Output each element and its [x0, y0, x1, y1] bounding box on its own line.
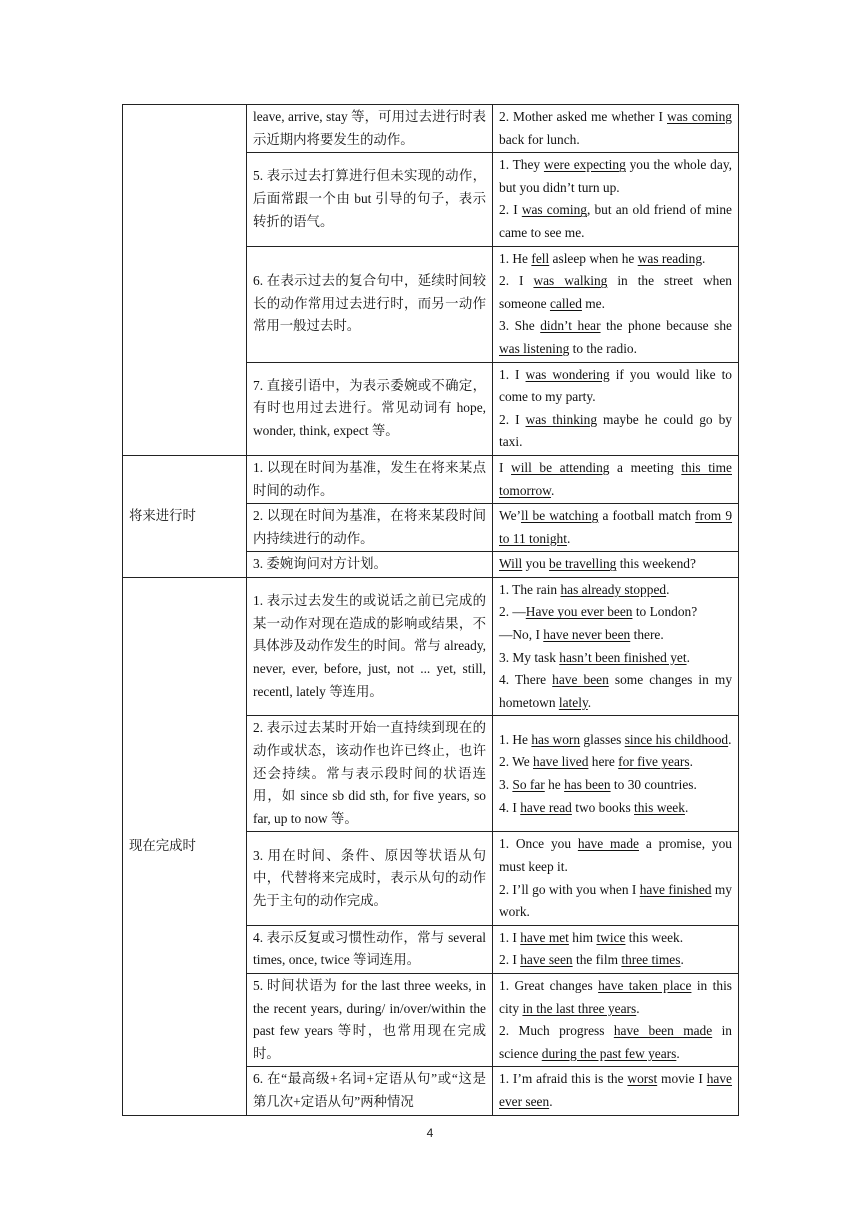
- underlined-phrase: have met: [520, 929, 569, 945]
- sentence-text: , but an old friend of mine came to see me.: [499, 202, 732, 240]
- example-sentence: [499, 505, 732, 550]
- example-sentence: [499, 270, 732, 315]
- example-sentence: [499, 879, 732, 924]
- example-cell: [493, 105, 739, 153]
- example-sentence: [499, 1068, 732, 1113]
- underlined-phrase: worst: [627, 1071, 658, 1087]
- grammar-table: [122, 104, 739, 1116]
- sentence-text: 1. They: [499, 157, 544, 173]
- example-cell: [493, 925, 739, 973]
- underlined-phrase: have never been: [543, 627, 631, 643]
- example-cell: [493, 246, 739, 362]
- sentence-text: 4. There: [499, 672, 553, 688]
- sentence-text: 2. We: [499, 754, 534, 770]
- sentence-text: to 30 countries.: [610, 776, 697, 792]
- sentence-text: 1. He: [499, 250, 532, 266]
- sentence-text: .: [686, 649, 690, 665]
- underlined-phrase: called: [549, 295, 582, 311]
- sentence-text: two books: [571, 799, 634, 815]
- sentence-text: 2. I: [499, 202, 522, 218]
- underlined-phrase: since his childhood: [624, 731, 729, 747]
- example-sentence: [499, 797, 732, 820]
- tense-cell: [123, 105, 247, 456]
- sentence-text: .: [680, 952, 684, 968]
- example-sentence: [499, 553, 732, 576]
- sentence-text: I: [499, 459, 512, 475]
- example-sentence: [499, 579, 732, 602]
- underlined-phrase: will be attending: [511, 459, 610, 475]
- sentence-text: here: [588, 754, 619, 770]
- example-sentence: [499, 199, 732, 244]
- page-number: 4: [426, 1126, 434, 1140]
- sentence-text: movie I: [657, 1071, 707, 1087]
- underlined-phrase: this week: [634, 799, 685, 815]
- grammar-table-body: [123, 105, 739, 1116]
- underlined-phrase: fell: [531, 250, 550, 266]
- example-cell: [493, 973, 739, 1066]
- example-sentence: [499, 409, 732, 454]
- underlined-phrase: ll be watching: [520, 508, 599, 524]
- sentence-text: 1. He: [499, 731, 532, 747]
- usage-cell: 3. 委婉询问对方计划。: [247, 552, 493, 578]
- sentence-text: you the whole day, but you didn’t turn up.: [499, 157, 732, 195]
- sentence-text: he: [544, 776, 565, 792]
- example-sentence: [499, 364, 732, 409]
- tense-cell: 将来进行时: [123, 455, 247, 577]
- underlined-phrase: has been: [564, 776, 611, 792]
- underlined-phrase: have made: [577, 836, 639, 852]
- underlined-phrase: was listening: [499, 340, 570, 356]
- sentence-text: 2. Much progress: [499, 1023, 614, 1039]
- underlined-phrase: have read: [520, 799, 572, 815]
- example-sentence: [499, 949, 732, 972]
- usage-cell: 1. 表示过去发生的或说话之前已完成的某一动作对现在造成的影响或结果，不具体涉及动作发生的时间。常与 already, never, ever, before, just, not ... yet, still, recentl, lately 等连用。: [247, 577, 493, 716]
- sentence-text: my work.: [499, 881, 732, 920]
- sentence-text: in science: [499, 1023, 732, 1061]
- underlined-phrase: this time tomorrow: [499, 459, 732, 498]
- sentence-text: 2. I: [499, 952, 521, 968]
- sentence-text: this weekend?: [616, 556, 696, 572]
- sentence-text: me.: [581, 295, 605, 311]
- sentence-text: 2. Mother asked me whether I: [499, 109, 667, 124]
- sentence-text: asleep when he: [549, 250, 638, 266]
- underlined-phrase: was wondering: [525, 366, 610, 382]
- underlined-phrase: was walking: [533, 273, 608, 289]
- sentence-text: .: [702, 250, 706, 266]
- underlined-phrase: have seen: [520, 952, 573, 968]
- example-cell: [493, 577, 739, 716]
- example-sentence: [499, 669, 732, 714]
- sentence-text: 2. I’ll go with you when I: [499, 881, 640, 897]
- sentence-text: back for lunch.: [499, 131, 580, 147]
- sentence-text: 1. Great changes: [499, 977, 599, 993]
- underlined-phrase: has worn: [531, 731, 581, 747]
- underlined-phrase: have taken place: [598, 977, 692, 993]
- sentence-text: in this city: [499, 977, 732, 1016]
- sentence-text: some changes in my hometown: [499, 672, 733, 710]
- usage-cell: 1. 以现在时间为基准，发生在将来某点时间的动作。: [247, 455, 493, 503]
- usage-cell: 6. 在“最高级+名词+定语从句”或“这是第几次+定语从句”两种情况: [247, 1067, 493, 1115]
- underlined-phrase: was coming: [667, 109, 733, 124]
- example-cell: [493, 455, 739, 503]
- sentence-text: him: [568, 929, 597, 945]
- sentence-text: this week.: [625, 929, 684, 945]
- example-sentence: [499, 601, 732, 624]
- sentence-text: We’: [499, 508, 521, 524]
- example-sentence: [499, 833, 732, 878]
- sentence-text: .: [566, 530, 571, 546]
- underlined-phrase: have been: [552, 672, 609, 688]
- usage-cell: leave, arrive, stay 等，可用过去进行时表示近期内将要发生的动作。: [247, 105, 493, 153]
- sentence-text: —No, I: [499, 627, 544, 643]
- example-sentence: [499, 315, 732, 360]
- underlined-phrase: was coming: [521, 202, 587, 218]
- example-sentence: [499, 729, 732, 752]
- underlined-phrase: has already stopped: [560, 581, 667, 597]
- underlined-phrase: have finished: [639, 881, 712, 897]
- sentence-text: a meeting: [609, 459, 682, 475]
- underlined-phrase: didn’t hear: [540, 318, 601, 334]
- underlined-phrase: lately: [558, 694, 588, 710]
- underlined-phrase: was thinking: [525, 411, 598, 427]
- sentence-text: .: [728, 731, 732, 747]
- underlined-phrase: three times: [621, 952, 681, 968]
- example-cell: [493, 1067, 739, 1115]
- sentence-text: the film: [572, 952, 622, 968]
- sentence-text: .: [636, 1000, 640, 1016]
- sentence-text: in the street when someone: [499, 273, 732, 311]
- sentence-text: if you would like to come to my party.: [499, 366, 732, 405]
- underlined-phrase: have been made: [613, 1023, 713, 1039]
- sentence-text: to London?: [632, 604, 698, 620]
- sentence-text: a football match: [598, 508, 696, 524]
- sentence-text: 3.: [499, 776, 513, 792]
- sentence-text: .: [666, 581, 670, 597]
- example-sentence: [499, 927, 732, 950]
- sentence-text: 1. I: [499, 366, 526, 382]
- example-sentence: [499, 1020, 732, 1065]
- underlined-phrase: during the past few years: [541, 1045, 677, 1061]
- underlined-phrase: have ever seen: [499, 1071, 732, 1109]
- table-row: [123, 105, 739, 153]
- sentence-text: .: [676, 1045, 680, 1061]
- tense-cell: 现在完成时: [123, 577, 247, 1115]
- example-sentence: [499, 647, 732, 670]
- underlined-phrase: twice: [596, 929, 626, 945]
- underlined-phrase: So far: [512, 776, 545, 792]
- sentence-text: there.: [630, 627, 664, 643]
- example-cell: [493, 552, 739, 578]
- sentence-text: you: [522, 556, 550, 572]
- example-sentence: [499, 624, 732, 647]
- example-sentence: [499, 751, 732, 774]
- sentence-text: .: [550, 482, 555, 498]
- table-row: [123, 577, 739, 716]
- underlined-phrase: in the last three years: [522, 1000, 637, 1016]
- example-cell: [493, 153, 739, 246]
- usage-cell: 2. 以现在时间为基准，在将来某段时间内持续进行的动作。: [247, 504, 493, 552]
- usage-cell: 5. 表示过去打算进行但未实现的动作，后面常跟一个由 but 引导的句子，表示转折的语气。: [247, 153, 493, 246]
- sentence-text: glasses: [580, 731, 625, 747]
- example-cell: [493, 832, 739, 925]
- underlined-phrase: were expecting: [543, 157, 626, 173]
- example-cell: [493, 716, 739, 832]
- example-cell: [493, 504, 739, 552]
- example-sentence: [499, 154, 732, 199]
- usage-cell: 6. 在表示过去的复合句中，延续时间较长的动作常用过去进行时，而另一动作常用一般过去时。: [247, 246, 493, 362]
- sentence-text: a promise, you must keep it.: [499, 836, 732, 874]
- sentence-text: .: [689, 754, 693, 770]
- usage-cell: 2. 表示过去某时开始一直持续到现在的动作或状态，该动作也许已终止，也许还会持续。常与表示段时间的状语连用，如 since sb did sth, for five years, so far, up to now 等。: [247, 716, 493, 832]
- usage-cell: 3. 用在时间、条件、原因等状语从句中，代替将来完成时，表示从句的动作先于主句的动作完成。: [247, 832, 493, 925]
- sentence-text: maybe he could go by taxi.: [499, 411, 732, 450]
- sentence-text: 2. I: [499, 273, 534, 289]
- sentence-text: 3. My task: [499, 649, 560, 665]
- underlined-phrase: have lived: [533, 754, 589, 770]
- sentence-text: the phone because she: [600, 318, 733, 334]
- sentence-text: .: [587, 694, 592, 710]
- sentence-text: 2. —: [499, 604, 526, 620]
- sentence-text: 3. She: [499, 318, 541, 334]
- example-sentence: [499, 106, 732, 151]
- underlined-phrase: be travelling: [549, 556, 617, 572]
- underlined-phrase: Will: [499, 556, 523, 572]
- underlined-phrase: hasn’t been finished yet: [559, 649, 687, 665]
- sentence-text: .: [549, 1093, 553, 1109]
- sentence-text: 1. The rain: [499, 581, 561, 597]
- sentence-text: 1. I’m afraid this is the: [499, 1071, 628, 1087]
- underlined-phrase: was reading: [637, 250, 703, 266]
- example-cell: [493, 362, 739, 455]
- sentence-text: .: [684, 799, 689, 815]
- example-sentence: [499, 248, 732, 271]
- usage-cell: 4. 表示反复或习惯性动作，常与 several times, once, twice 等词连用。: [247, 925, 493, 973]
- sentence-text: 2. I: [499, 411, 526, 427]
- underlined-phrase: from 9 to 11 tonight: [499, 508, 733, 546]
- underlined-phrase: for five years: [618, 754, 690, 770]
- table-row: [123, 455, 739, 503]
- example-sentence: [499, 774, 732, 797]
- sentence-text: 1. I: [499, 929, 521, 945]
- sentence-text: 1. Once you: [499, 836, 578, 852]
- sentence-text: to the radio.: [569, 340, 637, 356]
- usage-cell: 5. 时间状语为 for the last three weeks, in the recent years, during/ in/over/within the past few years 等时，也常用现在完成时。: [247, 973, 493, 1066]
- example-sentence: [499, 975, 732, 1020]
- sentence-text: 4. I: [499, 799, 521, 815]
- underlined-phrase: Have you ever been: [525, 604, 633, 620]
- usage-cell: 7. 直接引语中，为表示委婉或不确定，有时也用过去进行。常见动词有 hope, wonder, think, expect 等。: [247, 362, 493, 455]
- example-sentence: [499, 457, 732, 502]
